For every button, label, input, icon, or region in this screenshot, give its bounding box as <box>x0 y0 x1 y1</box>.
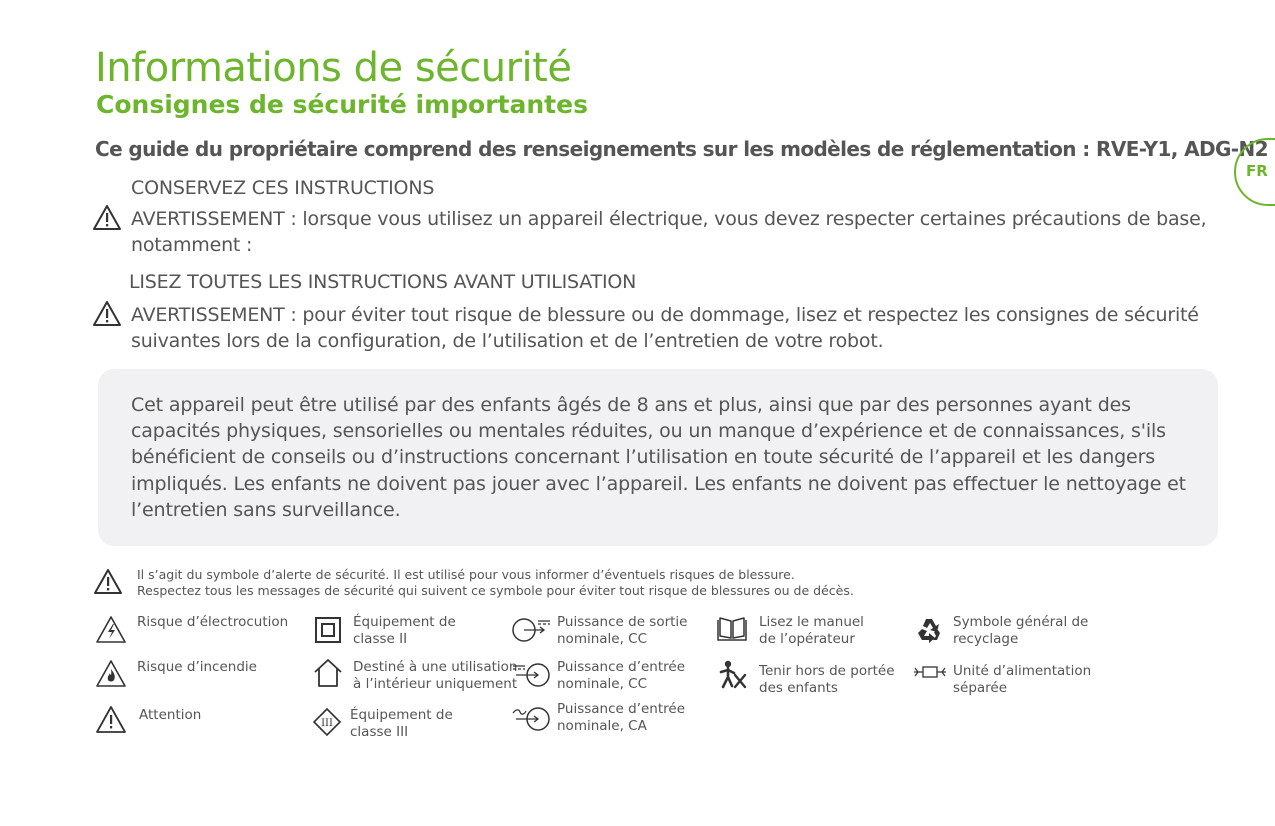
indoor-line-1: Destiné à une utilisation <box>353 659 518 675</box>
input-dc-label <box>557 659 685 693</box>
class-3-equipment-label <box>350 707 453 741</box>
output-dc-line-1: Puissance de sortie <box>557 614 688 630</box>
input-dc-line-2: nominale, CC <box>557 676 648 692</box>
attention-label: Attention <box>139 707 202 723</box>
input-dc-line-1: Puissance d’entrée <box>557 659 686 675</box>
read-all-instructions: LISEZ TOUTES LES INSTRUCTIONS AVANT UTILISATION <box>129 271 637 293</box>
separate-power-supply-label <box>953 663 1091 697</box>
output-dc-line-2: nominale, CC <box>557 631 648 647</box>
psu-line-2: séparée <box>953 680 1008 696</box>
recycle-line-1: Symbole général de <box>953 614 1089 630</box>
class-3-equipment-icon <box>312 707 342 737</box>
psu-line-1: Unité d’alimentation <box>953 663 1092 679</box>
manual-label <box>759 614 864 648</box>
class-2-equipment-icon <box>314 616 342 644</box>
fire-hazard-label: Risque d’incendie <box>137 659 257 675</box>
input-ac-label <box>557 701 685 735</box>
input-dc-icon <box>510 660 552 688</box>
separate-power-supply-icon <box>913 665 947 679</box>
manual-line-1: Lisez le manuel <box>759 614 864 630</box>
recycle-icon <box>914 615 944 645</box>
indoor-use-label <box>353 659 517 693</box>
output-dc-label <box>557 614 688 648</box>
input-ac-line-1: Puissance d’entrée <box>557 701 686 717</box>
manual-icon <box>716 615 748 643</box>
keep-instructions: CONSERVEZ CES INSTRUCTIONS <box>131 177 435 199</box>
electrocution-icon <box>95 615 127 645</box>
intro-text: Ce guide du propriétaire comprend des renseignements sur les modèles de réglementation : RVE-Y1, ADG-N2 <box>95 137 1268 161</box>
class-3-line-2: classe III <box>350 724 409 740</box>
class-3-line-1: Équipement de <box>350 707 453 723</box>
fire-hazard-icon <box>95 659 127 689</box>
alert-note-line-1: Il s’agit du symbole d’alerte de sécurité. Il est utilisé pour vous informer d’éventuels risques de blessure. <box>137 567 795 582</box>
electrocution-label: Risque d’électrocution <box>137 614 289 630</box>
children-line-2: des enfants <box>759 680 838 696</box>
warning-1: AVERTISSEMENT : lorsque vous utilisez un appareil électrique, vous devez respecter certaines précautions de base, notamment : <box>131 208 1207 256</box>
recycle-line-2: recyclage <box>953 631 1019 647</box>
recycle-label <box>953 614 1088 648</box>
page-title: Informations de sécurité <box>95 45 572 91</box>
indoor-line-2: à l’intérieur uniquement <box>353 676 518 692</box>
notice-text: Cet appareil peut être utilisé par des enfants âgés de 8 ans et plus, ainsi que par des personnes ayant des capacités physiques, sensorielles ou mentales réduites, ou un manque d’expérience et de connaissances, s'ils bénéficient de conseils ou d’instructions concernant l’utilisation en toute sécurité de l’appareil et les dangers impliqués. Les enfants ne doivent pas jouer avec l’appareil. Les enfants ne doivent pas effectuer le nettoyage et l’entretien sans surveillance. <box>131 394 1186 521</box>
alert-note-line-2: Respectez tous les messages de sécurité qui suivent ce symbole pour éviter tout risque de blessures ou de décès. <box>137 583 854 598</box>
safety-alert-icon <box>93 568 123 596</box>
warning-icon <box>92 204 122 232</box>
input-ac-icon <box>510 704 552 732</box>
page-subtitle: Consignes de sécurité importantes <box>96 90 588 119</box>
children-line-1: Tenir hors de portée <box>759 663 895 679</box>
indoor-use-icon <box>312 657 344 689</box>
class-2-line-2: classe II <box>353 631 408 647</box>
keep-away-children-icon <box>717 659 749 691</box>
class-2-equipment-label <box>353 614 456 648</box>
warning-icon <box>92 300 122 328</box>
keep-away-children-label <box>759 663 895 697</box>
input-ac-line-2: nominale, CA <box>557 718 647 734</box>
class-2-line-1: Équipement de <box>353 614 456 630</box>
output-dc-icon <box>510 617 552 643</box>
warning-2: AVERTISSEMENT : pour éviter tout risque de blessure ou de dommage, lisez et respectez les consignes de sécurité suivantes lors de la configuration, de l’utilisation et de l’entretien de votre robot. <box>131 304 1199 352</box>
class-3-numeral: III <box>321 718 333 729</box>
language-tab-label: FR <box>1246 162 1268 180</box>
notice-box <box>98 369 1218 546</box>
manual-line-2: de l’opérateur <box>759 631 855 647</box>
attention-icon <box>95 705 127 735</box>
